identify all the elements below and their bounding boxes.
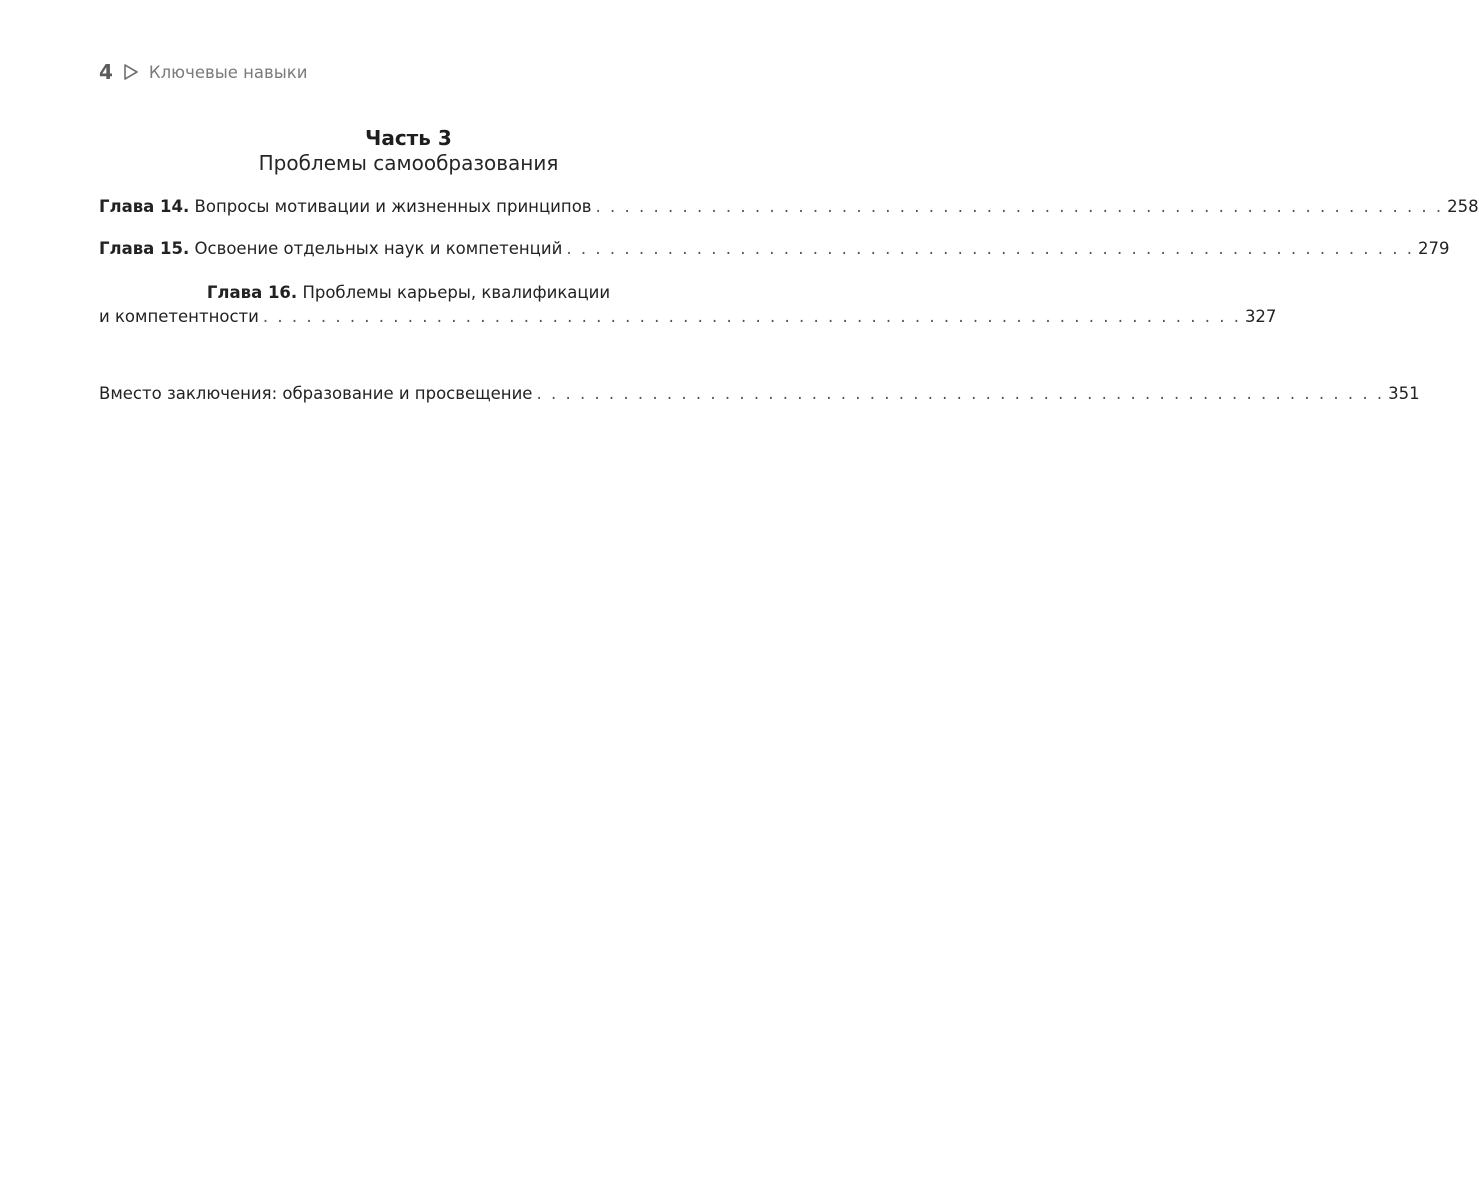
part-title: Проблемы самообразования (258, 151, 559, 175)
toc-entry-chapter-16-line1[interactable] (0, 283, 817, 302)
page-ref: 258 (1447, 197, 1479, 216)
page-ref: 351 (1388, 384, 1420, 403)
leader-dots: . . . . . . . . . . . . . . . . . . . . . . . . . . . . . . . . . . . . . . . . . . . . . . . . . . . . . . . . . . . (536, 384, 1385, 403)
chapter-number: Глава 14. (99, 197, 190, 216)
running-title: Ключевые навыки (148, 62, 308, 82)
chapter-title: Проблемы карьеры, квалификации (302, 283, 611, 302)
page-ref: 327 (1244, 307, 1277, 326)
toc-entry-chapter-14[interactable] (99, 197, 1479, 216)
entry-title: Вместо заключения: образование и просвещение (99, 384, 533, 403)
part-label: Часть 3 (365, 126, 452, 150)
leader-dots: . . . . . . . . . . . . . . . . . . . . . . . . . . . . . . . . . . . . . . . . . . . . . . . . . . . . . . . . . . . (595, 197, 1444, 216)
chapter-number: Глава 16. (206, 283, 298, 302)
leader-dots: . . . . . . . . . . . . . . . . . . . . . . . . . . . . . . . . . . . . . . . . . . . . . . . . . . . . . . . . . . . (566, 239, 1415, 258)
toc-entry-chapter-15[interactable] (99, 239, 1450, 258)
chapter-title: Вопросы мотивации и жизненных принципов (194, 197, 592, 216)
page-ref: 279 (1418, 239, 1450, 258)
page-number: 4 (99, 60, 113, 84)
chapter-title-continued: и компетентности (99, 307, 259, 326)
running-header (99, 60, 307, 84)
chapter-title: Освоение отдельных наук и компетенций (194, 239, 563, 258)
toc-entry-conclusion[interactable] (99, 384, 1420, 403)
chapter-number: Глава 15. (99, 239, 190, 258)
leader-dots: . . . . . . . . . . . . . . . . . . . . . . . . . . . . . . . . . . . . . . . . . . . . . . . . . . . . . . . . . . . . . . . . . . . . (262, 307, 1241, 326)
play-triangle-outline-icon (123, 63, 139, 81)
toc-entry-chapter-16-line2[interactable] (99, 307, 1277, 326)
